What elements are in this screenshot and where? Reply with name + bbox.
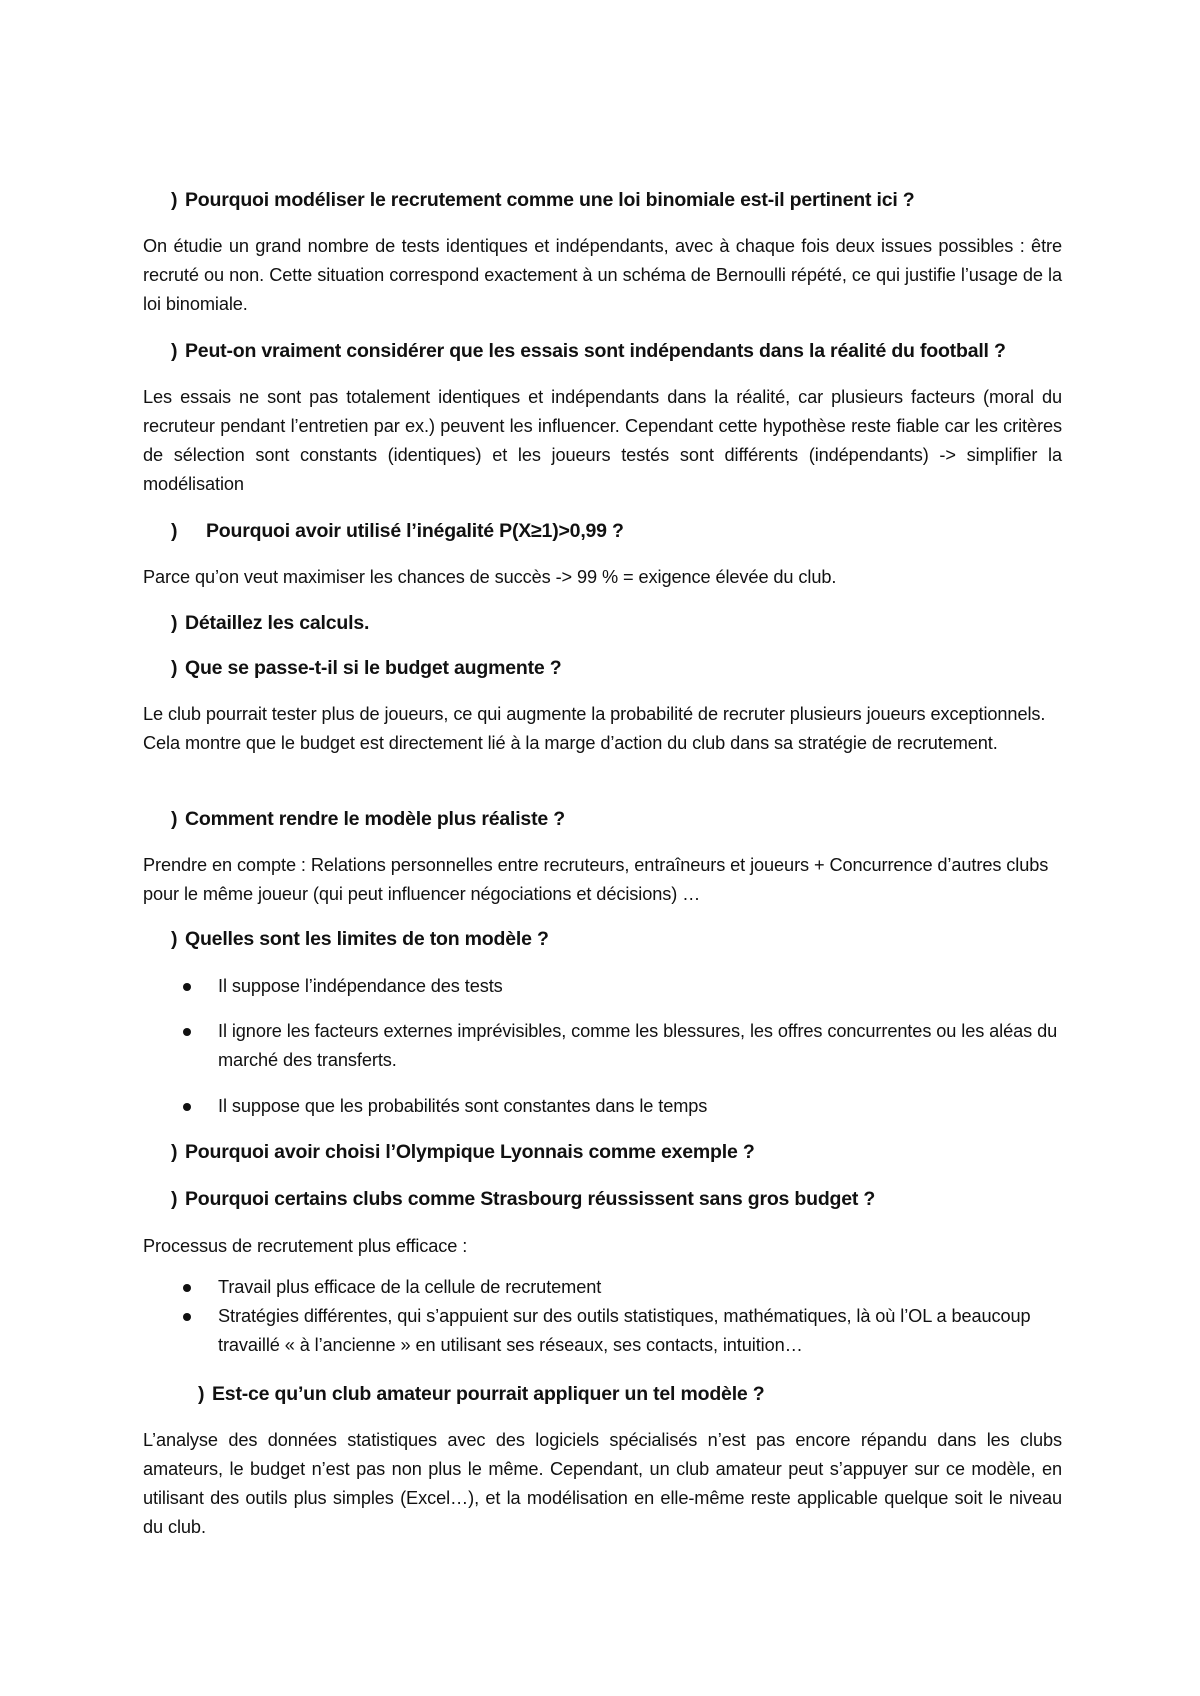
bullet-icon — [183, 1028, 191, 1036]
question-text: Pourquoi avoir choisi l’Olympique Lyonnais comme exemple ? — [185, 1141, 755, 1163]
list-item: Il suppose que les probabilités sont constantes dans le temps — [218, 1096, 708, 1116]
question-text: Peut-on vraiment considérer que les essais sont indépendants dans la réalité du football ? — [185, 340, 1006, 362]
bullet-icon — [183, 1284, 191, 1292]
question-text: Pourquoi modéliser le recrutement comme une loi binomiale est-il pertinent ici ? — [185, 189, 915, 211]
question-prefix: ) — [171, 340, 178, 362]
question-prefix: ) — [171, 189, 178, 211]
question-text: Que se passe-t-il si le budget augmente ? — [185, 657, 562, 679]
question-text: Pourquoi certains clubs comme Strasbourg réussissent sans gros budget ? — [185, 1188, 876, 1210]
question-heading — [171, 339, 1006, 363]
answer-paragraph: On étudie un grand nombre de tests identiques et indépendants, avec à chaque fois deux issues possibles : être recruté ou non. Cette situation correspond exactement à un schéma de Bernoulli répété, ce qui justifie l’usage de la loi binomiale. — [143, 236, 1062, 314]
question-heading — [171, 807, 565, 831]
question-text: Détaillez les calculs. — [185, 612, 370, 634]
question-prefix: ) — [171, 657, 178, 679]
question-text: Comment rendre le modèle plus réaliste ? — [185, 808, 565, 830]
question-prefix: ) — [171, 520, 178, 542]
list-item: Il ignore les facteurs externes imprévisibles, comme les blessures, les offres concurrentes ou les aléas du marché des transferts. — [218, 1021, 1058, 1070]
answer-paragraph: Prendre en compte : Relations personnelles entre recruteurs, entraîneurs et joueurs + Concurrence d’autres clubs pour le même joueur (qui peut influencer négociations et décisions) … — [143, 855, 1049, 904]
question-heading — [171, 927, 549, 951]
question-heading — [171, 656, 561, 680]
question-prefix: ) — [171, 1188, 178, 1210]
question-prefix: ) — [198, 1383, 205, 1405]
answer-intro: Processus de recrutement plus efficace : — [143, 1236, 468, 1256]
bullet-icon — [183, 983, 191, 991]
question-heading — [171, 188, 915, 212]
bullet-icon — [183, 1103, 191, 1111]
question-prefix: ) — [171, 928, 178, 950]
question-heading — [171, 1187, 875, 1211]
question-text: Est-ce qu’un club amateur pourrait appliquer un tel modèle ? — [212, 1383, 765, 1405]
answer-paragraph: Les essais ne sont pas totalement identiques et indépendants dans la réalité, car plusieurs facteurs (moral du recruteur pendant l’entretien par ex.) peuvent les influencer. Cependant cette hypothèse reste fiable car les critères de sélection sont constants (identiques) et les joueurs testés sont différents (indépendants) -> simplifier la modélisation — [143, 387, 1062, 494]
answer-paragraph: Parce qu’on veut maximiser les chances de succès -> 99 % = exigence élevée du club. — [143, 567, 837, 587]
bullet-icon — [183, 1313, 191, 1321]
list-item: Il suppose l’indépendance des tests — [218, 976, 503, 996]
question-heading — [171, 1140, 755, 1164]
list-item: Travail plus efficace de la cellule de recrutement — [218, 1277, 602, 1297]
question-heading — [171, 611, 369, 635]
question-prefix: ) — [171, 808, 178, 830]
answer-paragraph: Le club pourrait tester plus de joueurs, ce qui augmente la probabilité de recruter plusieurs joueurs exceptionnels. Cela montre que le budget est directement lié à la marge d’action du club dans sa stratégie de recrutement. — [143, 704, 1046, 753]
question-prefix: ) — [171, 1141, 178, 1163]
question-heading — [171, 519, 624, 543]
list-item: Stratégies différentes, qui s’appuient sur des outils statistiques, mathématiques, là où l’OL a beaucoup travaillé « à l’ancienne » en utilisant ses réseaux, ses contacts, intuition… — [218, 1306, 1031, 1355]
answer-paragraph: L’analyse des données statistiques avec des logiciels spécialisés n’est pas encore répandu dans les clubs amateurs, le budget n’est pas non plus le même. Cependant, un club amateur peut s’appuyer sur ce modèle, en utilisant des outils plus simples (Excel…), et la modélisation en elle-même reste applicable quelque soit le niveau du club. — [143, 1430, 1062, 1537]
question-text: Pourquoi avoir utilisé l’inégalité P(X≥1)>0,99 ? — [206, 520, 624, 542]
question-text: Quelles sont les limites de ton modèle ? — [185, 928, 549, 950]
question-prefix: ) — [171, 612, 178, 634]
question-heading — [198, 1382, 765, 1406]
